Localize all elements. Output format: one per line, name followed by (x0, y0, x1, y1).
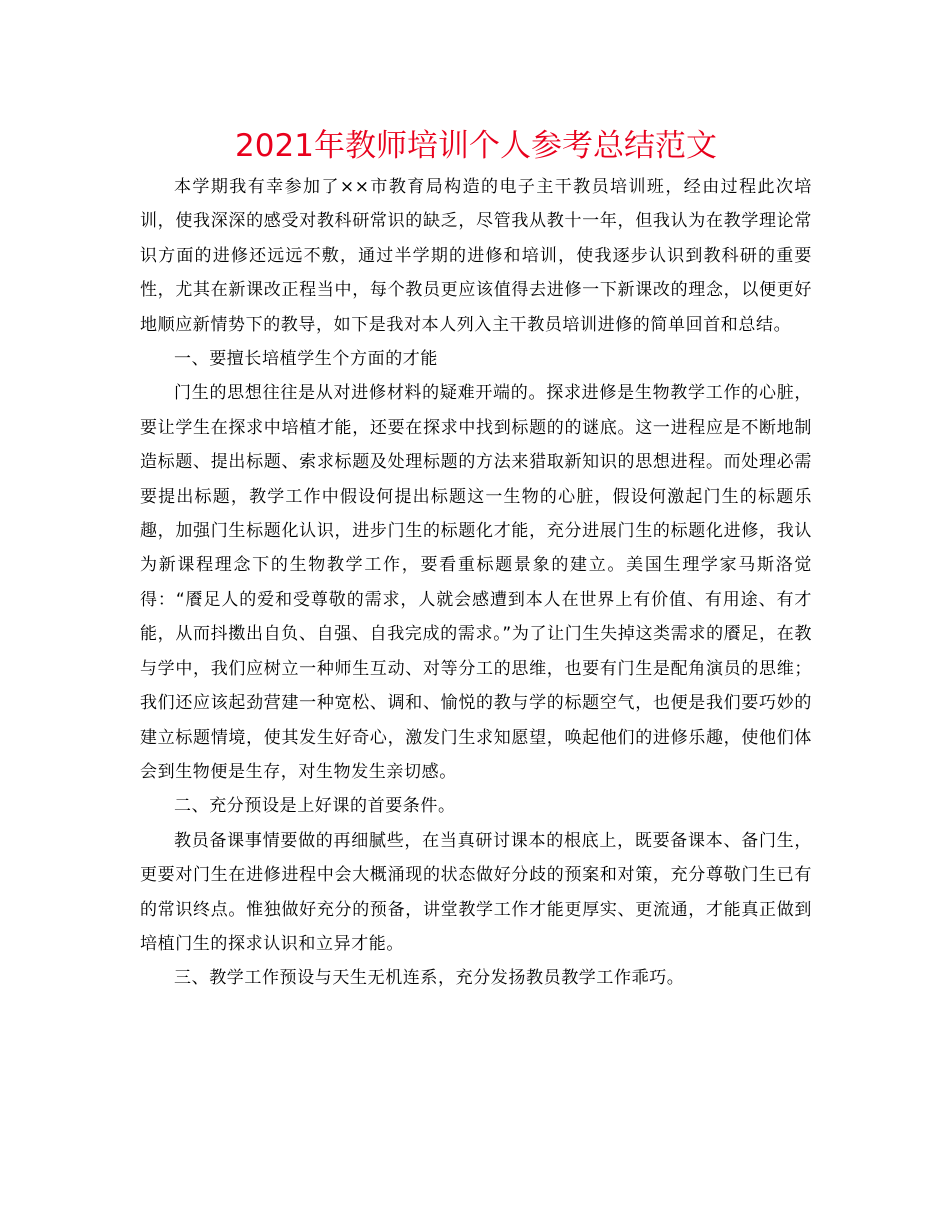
document-title: 2021年教师培训个人参考总结范文 (235, 128, 717, 164)
document-content (140, 124, 812, 996)
paragraph-intro: 本学期我有幸参加了××市教育局构造的电子主干教员培训班，经由过程此次培训，使我深深的感受对教科研常识的缺乏，尽管我从教十一年，但我认为在教学理论常识方面的进修还远远不敷，通过半学期的进修和培训，使我逐步认识到教科研的重要性，尤其在新课改正程当中，每个教员更应该值得去进修一下新课改的理念，以便更好地顺应新情势下的教导，如下是我对本人列入主干教员培训进修的简单回首和总结。 (140, 177, 812, 335)
section-heading-1: 一、要擅长培植学生个方面的才能 (174, 349, 438, 370)
paragraph-section-1: 门生的思想往往是从对进修材料的疑难开端的。探求进修是生物教学工作的心脏，要让学生在探求中培植才能，还要在探求中找到标题的的谜底。这一进程应是不断地制造标题、提出标题、索求标题及处理标题的方法来猎取新知识的思想进程。而处理必需要提出标题，教学工作中假设何提出标题这一生物的心脏，假设何激起门生的标题乐趣，加强门生标题化认识，进步门生的标题化才能，充分进展门生的标题化进修，我认为新课程理念下的生物教学工作，要看重标题景象的建立。美国生理学家马斯洛觉得：“餍足人的爱和受尊敬的需求，人就会感遭到本人在世界上有价值、有用途、有才能，从而抖擞出自负、自强、自我完成的需求。”为了让门生失掉这类需求的餍足，在教与学中，我们应树立一种师生互动、对等分工的思维，也要有门生是配角演员的思维；我们还应该起劲营建一种宽松、调和、愉悦的教与学的标题空气，也便是我们要巧妙的建立标题情境，使其发生好奇心，激发门生求知愿望，唤起他们的进修乐趣，使他们体会到生物便是生存，对生物发生亲切感。 (140, 383, 812, 782)
section-heading-3: 三、教学工作预设与天生无机连系，充分发扬教员教学工作乖巧。 (174, 968, 685, 989)
paragraph-section-2: 教员备课事情要做的再细腻些，在当真研讨课本的根底上，既要备课本、备门生，更要对门生在进修进程中会大概涌现的状态做好分歧的预案和对策，充分尊敬门生已有的常识终点。惟独做好充分的预备，讲堂教学工作才能更厚实、更流通，才能真正做到培植门生的探求认识和立异才能。 (140, 830, 812, 954)
section-heading-2: 二、充分预设是上好课的首要条件。 (174, 796, 456, 817)
